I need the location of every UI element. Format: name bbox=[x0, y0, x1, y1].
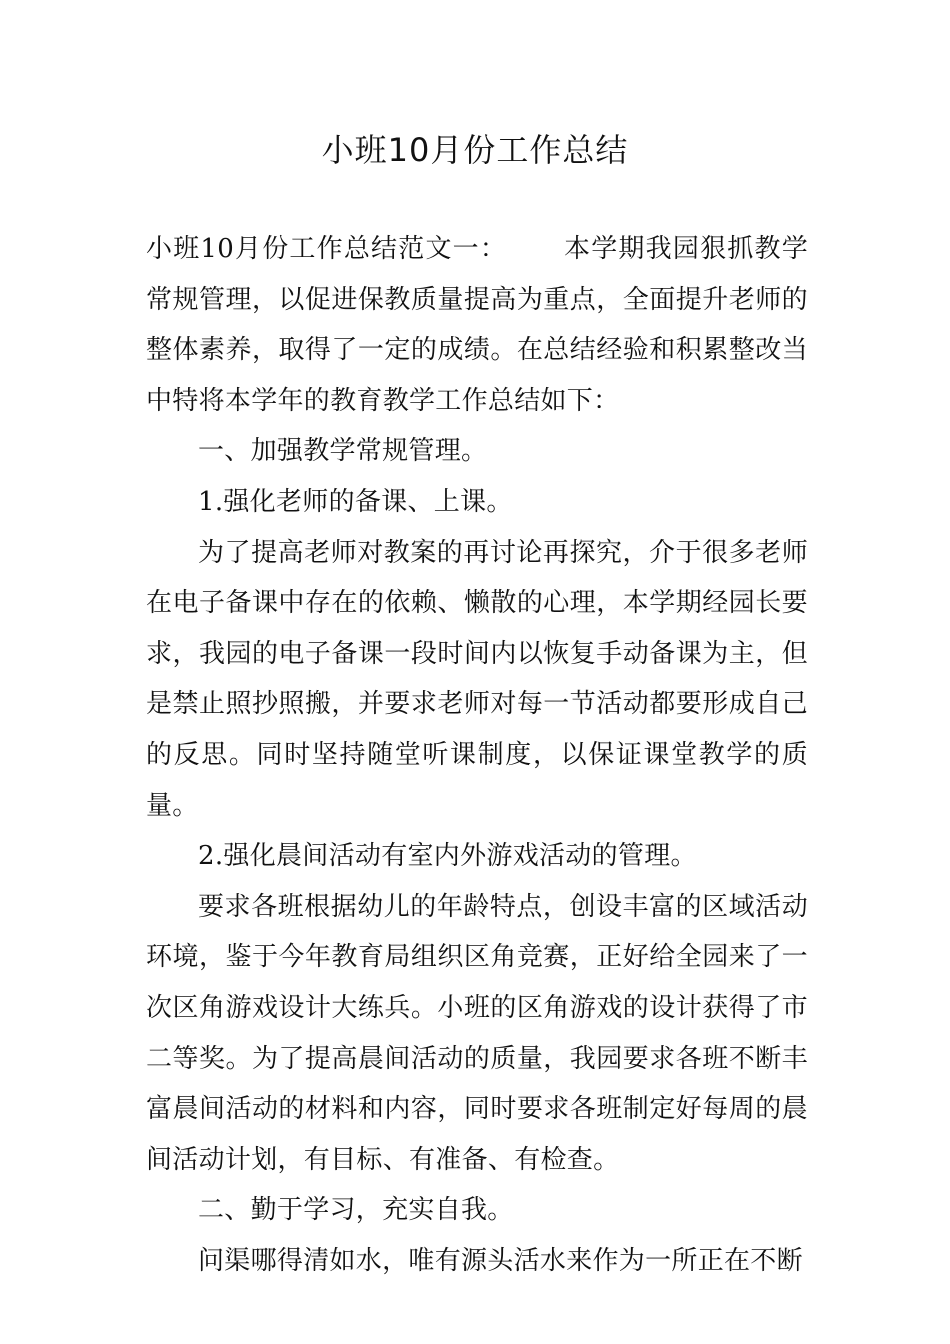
document-body bbox=[146, 224, 808, 1286]
body-paragraph-3: 问渠哪得清如水，唯有源头活水来作为一所正在不断 bbox=[198, 1245, 803, 1276]
intro-text: 本学期我园狠抓教学常规管理，以促进保教质量提高为重点，全面提升老师的整体素养，取得了一定的成绩。在总结经验和积累整改当中特将本学年的教育教学工作总结如下： bbox=[146, 234, 808, 416]
document-title: 小班10月份工作总结 bbox=[321, 131, 629, 169]
intro-paragraph bbox=[146, 224, 808, 426]
section-heading-1: 一、加强教学常规管理。 bbox=[198, 436, 488, 467]
subsection-heading-2: 2.强化晨间活动有室内外游戏活动的管理。 bbox=[198, 841, 697, 872]
intro-label: 小班10月份工作总结范文一： bbox=[146, 234, 508, 264]
section-heading-2: 二、勤于学习，充实自我。 bbox=[198, 1195, 514, 1226]
subsection-heading-1: 1.强化老师的备课、上课。 bbox=[198, 486, 513, 517]
body-paragraph-1: 为了提高老师对教案的再讨论再探究，介于很多老师在电子备课中存在的依赖、懒散的心理，本学期经园长要求，我园的电子备课一段时间内以恢复手动备课为主，但是禁止照抄照搬，并要求老师对每一节活动都要形成自己的反思。同时坚持随堂听课制度，以保证课堂教学的质量。 bbox=[146, 537, 808, 821]
body-paragraph-2: 要求各班根据幼儿的年龄特点，创设丰富的区域活动环境，鉴于今年教育局组织区角竞赛，正好给全园来了一次区角游戏设计大练兵。小班的区角游戏的设计获得了市二等奖。为了提高晨间活动的质量，我园要求各班不断丰富晨间活动的材料和内容，同时要求各班制定好每周的晨间活动计划，有目标、有准备、有检查。 bbox=[146, 891, 808, 1175]
